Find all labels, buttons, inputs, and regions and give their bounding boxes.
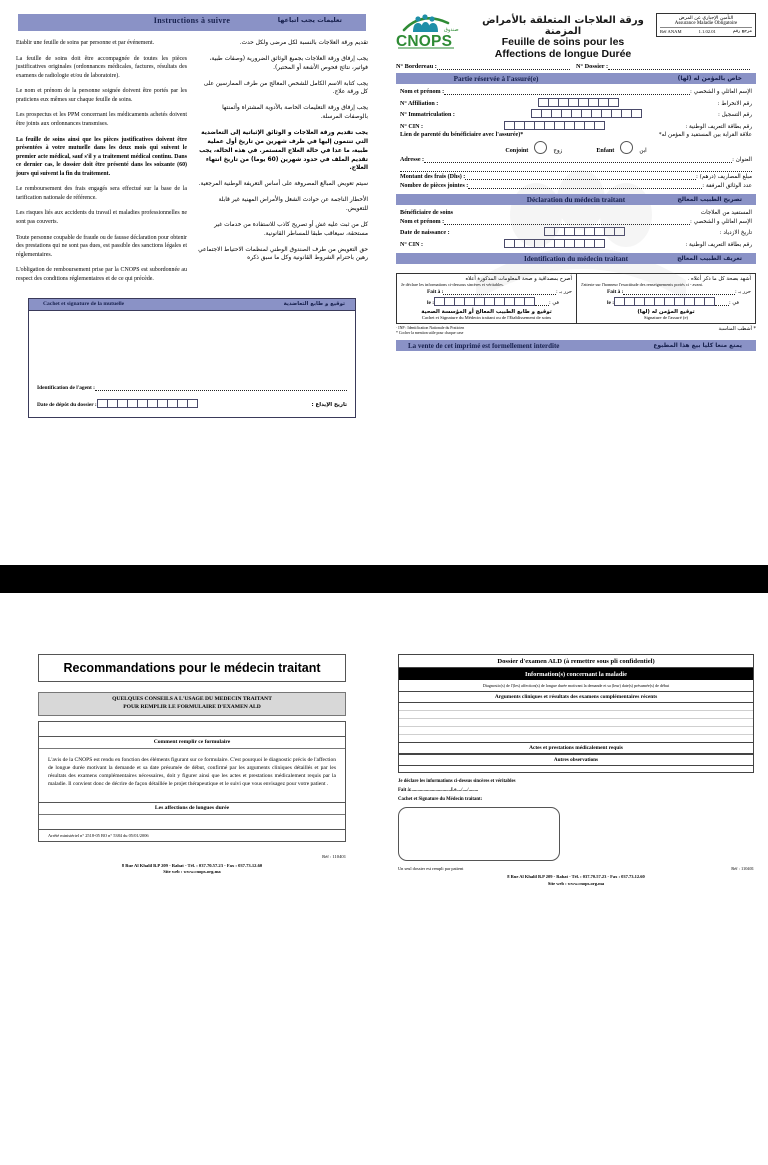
instructions-header-ar: تعليمات يجب اتباعها	[277, 16, 342, 24]
contact-line-1: 8 Rue Al Khalil B.P 209 - Rabat - Tél. : 037.70.57.23 - Fax : 037.73.12.60	[121, 862, 263, 868]
attestation-left-signature[interactable]	[581, 309, 751, 320]
attestation-left-fr: J'atteste sur l'honneur l'exactitude des renseignements portés ci - avant.	[581, 281, 703, 287]
footnote-ar: * أشطب المناسبة	[718, 325, 756, 332]
left-sig-ar: توقيع المؤمن له (لها)	[637, 308, 695, 315]
agent-input-line[interactable]	[95, 390, 347, 391]
fait-label-left: Fait à :	[607, 288, 624, 295]
input-boxes[interactable]	[531, 109, 642, 118]
fait-input-right[interactable]	[443, 294, 556, 295]
input-boxes[interactable]	[504, 239, 605, 248]
form-field-row	[400, 227, 752, 236]
instruction-paragraph-fr: Les prospectus et les PPM concernant les médicaments achetés doivent être joints aux ordonnances transmises.	[16, 112, 187, 127]
le-label-right-ar: في :	[549, 299, 559, 306]
instruction-paragraph-ar: كل من ثبت عليه غش أو تصريح كاذب للاستفادة من خدمات غير مستحقة، سيعاقب طبقا للمساطر القانونية.	[214, 221, 368, 237]
mutuelle-box-header	[29, 299, 355, 311]
footnote-inp: · INP : Identification Nationale du Praticien	[396, 325, 465, 330]
contact-line-2: Site web : www.cnops.org.ma	[163, 869, 221, 875]
section3-body	[39, 815, 345, 829]
attestation-block	[396, 273, 756, 324]
field-label-ar: مبلغ المصاريف (درهم) :	[695, 174, 752, 181]
conjoint-label-fr: Conjoint	[505, 148, 529, 155]
form-field-row	[400, 239, 752, 248]
parente-label-fr: Lien de parenté du bénéficiaire avec l'assurée)*	[400, 132, 524, 139]
field-input-line[interactable]	[424, 162, 732, 163]
deposit-date-boxes[interactable]	[97, 399, 198, 408]
right-sig-fr: Cachet et Signature du Médecin traitant ou de l'Etablissement de soins	[421, 314, 552, 320]
adresse-second-line[interactable]	[400, 171, 752, 172]
dossier-one-file-note: Un seul dossier est rempli par patient	[398, 866, 464, 872]
field-label-fr: Date de naissance :	[400, 230, 450, 237]
bordereau-dossier-row	[396, 63, 756, 70]
mutuelle-header-ar: توقيع و طابع التعاضدية	[283, 301, 345, 308]
recommandations-contact	[0, 863, 384, 876]
section-assure-title-ar: خاص بالمؤمن له (لها)	[677, 74, 742, 82]
refbox-ref-value: 1.1.02.01	[698, 29, 716, 34]
dossier-contact	[384, 874, 768, 887]
footer-ar: يمنع منعا كليا بيع هذا المطبوع	[653, 341, 742, 349]
autres-observations-rows[interactable]	[399, 766, 753, 772]
enfant-label-fr: Enfant	[596, 148, 615, 155]
svg-text:صندوق: صندوق	[444, 27, 459, 33]
field-label-fr: N° Affiliation :	[400, 100, 439, 107]
section-identification-body	[396, 264, 756, 269]
section-declaration-title-fr: Déclaration du médecin traitant	[526, 195, 626, 204]
instruction-paragraph-ar: يجب كتابة الاسم الكامل للشخص المعالج من طرف الممارسين على كل ورقة علاج.	[203, 80, 368, 96]
conjoint-radio[interactable]	[534, 141, 547, 154]
feuille-footnotes	[396, 326, 756, 337]
field-label-ar: عدد الوثائق المرفقة :	[702, 182, 752, 189]
input-boxes[interactable]	[538, 98, 619, 107]
dossier-ald-page	[384, 640, 768, 1165]
field-label-fr: Montant des frais (Dhs) :	[400, 174, 466, 181]
feuille-de-soins-page	[384, 0, 768, 565]
attestation-left-ar: أشهد بصحة كل ما ذكر أعلاه .	[687, 275, 751, 282]
subtitle-line-1: QUELQUES CONSEILS A L'USAGE DU MEDECIN TRAITANT	[112, 696, 272, 702]
fait-input-left[interactable]	[623, 294, 735, 295]
recommandations-page	[0, 640, 384, 1165]
actes-title: Actes et prestations médicalement requis	[399, 742, 753, 754]
dossier-bottom-note-row	[398, 866, 754, 871]
instructions-columns	[16, 39, 368, 290]
recommandations-subtitle	[38, 692, 346, 716]
bordereau-field	[396, 63, 576, 70]
refbox-ref-ar: مرجع رقم	[732, 29, 752, 34]
field-label-fr: Nombre de pièces jointes :	[400, 182, 469, 189]
dossier-cachet-label: Cachet et Signature du Médecin traitant:	[398, 797, 483, 803]
beneficiaire-label-fr: Bénéficiaire de soins	[400, 210, 454, 217]
section-assure-band	[396, 73, 756, 84]
section-declaration-title-ar: تصريح الطبيب المعالج	[677, 195, 742, 203]
section-identification-title-ar: تعريف الطبيب المعالج	[677, 254, 742, 262]
section2-text: L'avis de la CNOPS est rendu en fonction des éléments figurant sur ce formulaire. C'est pourquoi le diagnostic précis de l'affection de longue durée motivant la demande et sa date présumée de début, confirmé par les arguments cliniques détaillés et par les résultats des examens complémentaires nécessaires, doit y figurer ainsi que les actes et prestations médicalement requis par la maladie. Il convient donc de décrire de façon détaillée le projet thérapeutique et le suivi que vous envisagez pour votre patient .	[48, 756, 336, 788]
input-boxes[interactable]	[504, 121, 605, 130]
section-assure-body	[396, 84, 756, 191]
instructions-header-fr: Instructions à suivre	[153, 16, 231, 25]
dossier-declaration-text: Je déclare les informations ci-dessus sincères et véritables	[398, 779, 516, 784]
attestation-left-le	[581, 297, 751, 306]
instructions-column-ar	[197, 39, 368, 290]
field-label-fr: N° CIN :	[400, 123, 424, 130]
dossier-diag-caption: Diagnostic(s) de l'(les) affection(s) de longue durée motivant la demande et sa (leur) date(s) présumée(s) de début	[482, 683, 670, 688]
field-label-ar: رقم التسجيل :	[718, 112, 753, 119]
conjoint-label-ar: زوج	[553, 148, 563, 155]
dossier-declaration-block	[398, 777, 754, 804]
field-input-line[interactable]	[444, 94, 690, 95]
le-boxes-left[interactable]	[614, 297, 715, 306]
section2-title: Comment remplir ce formulaire	[39, 736, 345, 749]
section-assure-title-fr: Partie réservée à l'assuré(e)	[453, 74, 539, 83]
field-label-fr: N° Immatriculation :	[400, 112, 455, 119]
autres-observations-title: Autres observations	[399, 754, 753, 766]
form-field-row	[400, 109, 752, 118]
page-divider	[0, 565, 768, 593]
recommandations-body-box	[38, 721, 346, 842]
enfant-radio[interactable]	[620, 141, 633, 154]
le-label-right: le :	[427, 299, 435, 306]
form-field-row	[400, 183, 752, 189]
dossier-contact-line-2: Site web : www.cnops.org.ma	[547, 880, 605, 886]
field-label-fr: N° CIN :	[400, 241, 424, 248]
field-label-ar: رقم الانخراط :	[717, 100, 752, 107]
dossier-contact-line-1: 8 Rue Al Khalil B.P 209 - Rabat - Tél. : 037.70.57.23 - Fax : 037.73.12.60	[507, 874, 645, 880]
le-boxes-right[interactable]	[434, 297, 535, 306]
field-label-ar: تاريخ الازدياد :	[719, 230, 753, 237]
dossier-signature-box[interactable]	[398, 807, 560, 861]
fait-label-left-ar: حرر بـ :	[735, 288, 751, 295]
instruction-paragraph-ar: يجب إرفاق ورقة العلاجات بجميع الوثائق الضرورية (وصفات طبية، فواتير، نتائج فحوص الأشعة أو المختبر).	[209, 55, 368, 71]
field-label-fr: Nom et prénom :	[400, 218, 445, 225]
dossier-label: N° Dossier :	[576, 62, 609, 70]
instruction-paragraph-fr: Les risques liés aux accidents du travail et maladies professionnelles ne sont pas couverts.	[16, 210, 187, 225]
section3-title: Les affections de longues durée	[39, 802, 345, 815]
footnote-cocher: * Cocher la mention utile pour chaque case	[396, 331, 464, 336]
field-input-line[interactable]	[465, 179, 696, 180]
feuille-title-ar: ورقة العلاجات المتعلقة بالأمراض المزمنة	[482, 15, 644, 38]
field-label-ar: رقم بطاقة التعريف الوطنية :	[685, 241, 753, 248]
instruction-paragraph-fr: La feuille de soins ainsi que les pièces justificatives doivent être présentées à votre mutuelle dans les deux mois qui suivent le premier acte médical, sauf s'il y a traitement médical continu. Dans ce dernier cas, le dossier doit être présenté dans les soixante (60) jours qui suivent la fin du traitement.	[16, 136, 187, 177]
mutuelle-stamp-box	[28, 298, 356, 418]
beneficiaire-label-ar: المستفيد من العلاجات	[700, 210, 752, 217]
le-label-left: le :	[607, 299, 615, 306]
field-label-fr: Adresse :	[400, 156, 425, 163]
field-label-ar: الإسم العائلي و الشخصي :	[690, 218, 752, 225]
attestation-right-signature[interactable]	[401, 309, 572, 320]
dossier-black-band: Information(s) concernant la maladie	[399, 668, 753, 680]
refbox-ref-row	[660, 27, 752, 34]
attestation-left-fait	[581, 289, 751, 295]
instruction-paragraph-fr: L'obligation de remboursement prise par la CNOPS est subordonnée au respect des conditions réglementaires et de ce qui précède.	[16, 267, 187, 282]
agent-identification-row	[37, 385, 347, 391]
instructions-page	[0, 0, 384, 565]
form-field-row	[400, 157, 752, 163]
parente-label-ar: علاقة القرابة بين المستفيد و المؤمن له*	[658, 132, 752, 139]
field-label-fr: Nom et prénom :	[400, 89, 445, 96]
attestation-right-ar: أصرح بمصداقية و صحة المعلومات المذكورة أعلاه	[465, 275, 572, 282]
field-label-ar: رقم بطاقة التعريف الوطنية :	[685, 123, 753, 130]
instructions-header-band	[18, 14, 366, 31]
attestation-right-col	[397, 274, 576, 323]
subtitle-line-2: POUR REMPLIR LE FORMULAIRE D'EXAMEN ALD	[123, 703, 261, 710]
instruction-paragraph-ar: سيتم تعويض المبالغ المصروفة على أساس التعريفة الوطنية المرجعية.	[198, 181, 368, 188]
form-field-row	[400, 219, 752, 225]
form-field-row	[400, 89, 752, 95]
section-identification-title-fr: Identification du médecin traitant	[523, 254, 628, 263]
le-label-left-ar: في :	[729, 299, 739, 306]
attestation-right-fait	[401, 289, 572, 295]
attestation-left-col	[576, 274, 755, 323]
left-sig-fr: Signature de l'assuré (e)	[643, 314, 689, 320]
feuille-title-fr-2: Affections de longue Durée	[494, 48, 632, 61]
section2-body	[39, 749, 345, 802]
form-field-row	[400, 121, 752, 130]
feuille-footer-band	[396, 340, 756, 351]
instruction-paragraph-fr: Le remboursement des frais engagés sera effectué sur la base de la tarification nationale de référence.	[16, 186, 187, 201]
instruction-paragraph-ar: الأخطار الناجمة عن حوادث الشغل والأمراض المهنية غير قابلة للتعويض.	[218, 197, 368, 213]
feuille-header	[396, 10, 756, 61]
refbox-line-ar: التأمين الإجباري عن المرض	[678, 16, 734, 21]
instruction-paragraph-ar: حق التعويض من طرف الصندوق الوطني لمنظمات الاحتياط الاجتماعي رهين باحترام الشروط القانونية وكل ما سبق ذكره	[198, 246, 368, 262]
footnote-left	[396, 326, 464, 337]
cnops-logo	[396, 10, 470, 50]
beneficiaire-row	[400, 210, 752, 216]
attestation-right-fr: Je déclare les informations ci-dessous sincères et véritables.	[401, 281, 504, 287]
dossier-field	[576, 63, 756, 70]
field-label-ar: الإسم العائلي و الشخصي :	[690, 89, 752, 96]
right-sig-ar: توقيع و طابع الطبيب المعالج أو المؤسسة الصحية	[421, 308, 552, 315]
attestation-right-le	[401, 297, 572, 306]
section-identification-band	[396, 253, 756, 264]
feuille-title-fr-1: Feuille de soins pour les	[501, 36, 625, 49]
deposit-date-label-ar: تاريخ الإيداع :	[311, 402, 347, 409]
form-field-row	[400, 174, 752, 180]
field-input-line[interactable]	[444, 224, 690, 225]
dossier-frame	[398, 654, 754, 773]
form-field-row	[400, 98, 752, 107]
instruction-paragraph-fr: La feuille de soins doit être accompagnée de toutes les pièces justificatives originales (ordonnances médicales, factures, résultats des examens de radiologie et/ou de laboratoire).	[16, 55, 187, 79]
deposit-date-label-fr: Date de dépôt du dossier :	[37, 402, 97, 409]
feuille-title-block	[470, 10, 656, 61]
parente-options	[400, 141, 752, 154]
mutuelle-header-fr: Cachet et signature de la mutuelle	[43, 301, 125, 308]
fait-label-right-ar: حرر بـ :	[556, 288, 572, 295]
instruction-paragraph-fr: Etablir une feuille de soins par personne et par événement.	[16, 40, 155, 46]
recommandations-intro-paragraphs	[39, 722, 345, 736]
bordereau-label: N° Bordereau :	[396, 62, 437, 70]
refbox-ref-label: Réf ANAM	[660, 29, 682, 34]
instructions-column-fr	[16, 39, 187, 290]
instruction-paragraph-fr: Le nom et prénom de la personne soignée doivent être portés par les praticiens eux mêmes sur chaque feuille de soins.	[16, 88, 187, 103]
agent-label: Identification de l'agent :	[37, 385, 95, 392]
fait-label-right: Fait à :	[427, 288, 444, 295]
enfant-label-ar: ابن	[639, 148, 647, 155]
field-input-line[interactable]	[468, 188, 702, 189]
refbox-line-fr: Assurance Maladie Obligatoire	[674, 21, 738, 26]
svg-text:CNOPS: CNOPS	[396, 33, 453, 50]
instruction-paragraph-ar: يجب تقديم ورقة العلاجات و الوثائق الإثباتية إلى التعاضدية التي تنتمون إليها في ظرف شهرين من تاريخ أول عملية طبية، ما عدا في حالة العلاج المستمر. في هذه الحالة، يجب تقديم الملف في حدود شهرين (60 يوما) من تاريخ انتهاء العلاج.	[199, 130, 368, 172]
deposit-date-row	[37, 399, 347, 408]
bordereau-input[interactable]	[437, 69, 570, 70]
recommandations-title: Recommandations pour le médecin traitant	[38, 654, 346, 682]
section-declaration-body	[396, 205, 756, 250]
input-boxes[interactable]	[544, 227, 625, 236]
cnops-logo-icon	[396, 10, 470, 50]
recommandations-ref: Réf : 110401	[322, 853, 346, 859]
anam-reference-box	[656, 13, 756, 37]
arguments-writing-area[interactable]	[399, 703, 753, 742]
instruction-paragraph-fr: Toute personne coupable de fraude ou de fausse déclaration pour obtenir des prestations qui ne sont pas dues, est passible des sanctions légales et réglementaires.	[16, 234, 188, 258]
footer-fr: La vente de cet imprimé est formellement interdite	[408, 341, 560, 350]
dossier-ref: Réf : 110401	[731, 866, 754, 872]
instruction-paragraph-ar: يجب إرفاق ورقة التعليمات الخاصة بالأدوية المشتراة وأثمنتها بالوصفات المرسلة.	[222, 105, 368, 121]
recommandations-footnote: Arrêté ministériel n° 2518-05 BO n° 5384 du 05/01/2006	[39, 829, 345, 841]
instruction-paragraph-ar: تقديم ورقة العلاجات بالنسبة لكل مرضى ولكل حدث.	[239, 40, 368, 46]
field-label-ar: العنوان :	[732, 156, 752, 163]
parente-row	[400, 132, 752, 138]
section-declaration-band	[396, 194, 756, 205]
dossier-fait-line[interactable]: Fait à:.................................Le..../..../........	[398, 788, 479, 794]
dossier-title: Dossier d'examen ALD (à remettre sous pli confidentiel)	[399, 655, 753, 668]
dossier-input[interactable]	[608, 69, 750, 70]
arguments-title: Arguments cliniques et résultats des examens complémentaires récents	[399, 691, 753, 703]
